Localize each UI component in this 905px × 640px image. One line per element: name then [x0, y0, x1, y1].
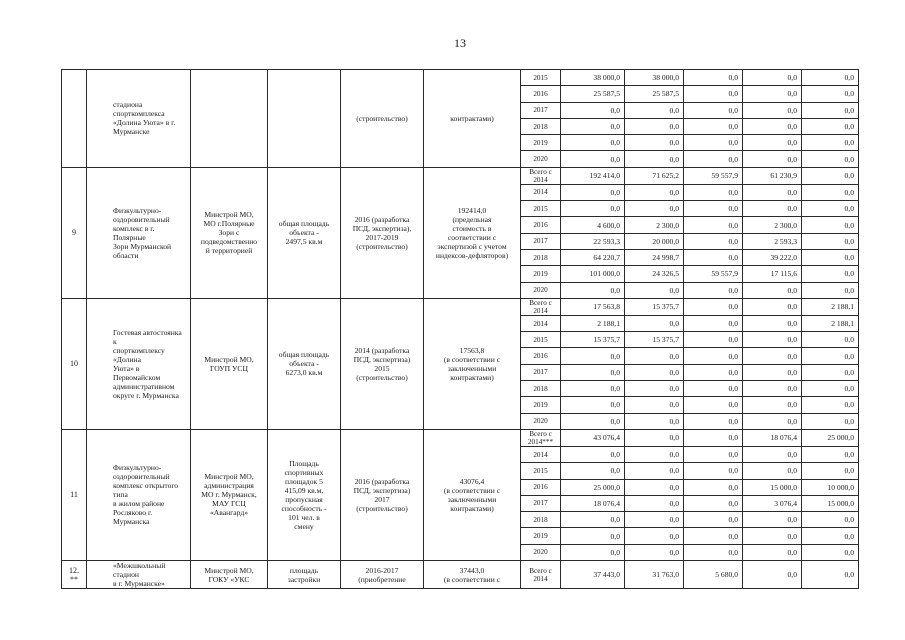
- amount-regional: 0,0: [684, 446, 743, 462]
- year-cell: 2015: [521, 201, 561, 217]
- table-row: [62, 167, 859, 184]
- amount-other: 0,0: [802, 463, 859, 479]
- amount-other: 10 000,0: [802, 479, 859, 495]
- amount-other: 0,0: [802, 364, 859, 380]
- year-cell: 2019: [521, 135, 561, 151]
- year-cell: 2016: [521, 479, 561, 495]
- year-cell: 2016: [521, 217, 561, 233]
- construction-dates: 2014 (разработка ПСД, экспертиза) 2015 (строительство): [341, 298, 424, 429]
- amount-regional: 59 557,9: [684, 167, 743, 184]
- amount-other: 0,0: [802, 135, 859, 151]
- amount-total: 0,0: [561, 364, 625, 380]
- amount-regional: 0,0: [684, 102, 743, 118]
- amount-regional: 5 680,0: [684, 561, 743, 589]
- amount-regional: 0,0: [684, 397, 743, 413]
- year-cell: Всего с 2014: [521, 561, 561, 589]
- amount-federal: 0,0: [625, 364, 684, 380]
- amount-local: 0,0: [743, 512, 802, 528]
- amount-other: 0,0: [802, 118, 859, 134]
- amount-federal: 0,0: [625, 151, 684, 167]
- amount-other: 2 188,1: [802, 298, 859, 315]
- amount-regional: 0,0: [684, 233, 743, 249]
- amount-local: 0,0: [743, 70, 802, 86]
- amount-federal: 24 326,5: [625, 266, 684, 282]
- amount-regional: 0,0: [684, 544, 743, 560]
- year-cell: 2020: [521, 151, 561, 167]
- amount-local: 15 000,0: [743, 479, 802, 495]
- amount-other: 0,0: [802, 266, 859, 282]
- amount-other: 0,0: [802, 167, 859, 184]
- amount-local: 0,0: [743, 413, 802, 429]
- amount-total: 0,0: [561, 512, 625, 528]
- amount-federal: 0,0: [625, 315, 684, 331]
- year-cell: 2017: [521, 495, 561, 511]
- amount-regional: 0,0: [684, 348, 743, 364]
- year-cell: 2017: [521, 233, 561, 249]
- amount-local: 0,0: [743, 381, 802, 397]
- amount-other: 2 188,1: [802, 315, 859, 331]
- amount-local: 39 222,0: [743, 249, 802, 265]
- amount-total: 0,0: [561, 135, 625, 151]
- amount-regional: 0,0: [684, 528, 743, 544]
- year-cell: 2014: [521, 184, 561, 200]
- table-row: [62, 70, 859, 86]
- construction-dates: 2016 (разработка ПСД, экспертиза) 2017 (строительство): [341, 429, 424, 560]
- amount-federal: 0,0: [625, 381, 684, 397]
- object-capacity: площадь застройки: [268, 561, 341, 589]
- amount-federal: 15 375,7: [625, 298, 684, 315]
- year-cell: 2018: [521, 512, 561, 528]
- amount-other: 0,0: [802, 528, 859, 544]
- page-number: 13: [454, 36, 466, 50]
- amount-local: 0,0: [743, 332, 802, 348]
- amount-other: 15 000,0: [802, 495, 859, 511]
- amount-regional: 0,0: [684, 282, 743, 298]
- year-cell: 2015: [521, 70, 561, 86]
- amount-federal: 25 587,5: [625, 86, 684, 102]
- year-cell: 2019: [521, 528, 561, 544]
- object-name: «Межшкольный стадион в г. Мурманске»: [87, 561, 191, 589]
- amount-federal: 0,0: [625, 184, 684, 200]
- amount-other: 0,0: [802, 249, 859, 265]
- year-cell: 2016: [521, 348, 561, 364]
- amount-federal: 0,0: [625, 348, 684, 364]
- table-row: [62, 561, 859, 589]
- amount-federal: 0,0: [625, 282, 684, 298]
- amount-total: 38 000,0: [561, 70, 625, 86]
- customer-org: Минстрой МО, МО г.Полярные Зори с подведомственно й территорией: [191, 167, 268, 298]
- amount-local: 0,0: [743, 348, 802, 364]
- year-cell: 2018: [521, 118, 561, 134]
- amount-federal: 0,0: [625, 446, 684, 462]
- amount-regional: 0,0: [684, 201, 743, 217]
- amount-local: 0,0: [743, 315, 802, 331]
- customer-org: Минстрой МО, администрация МО г. Мурманск, МАУ ГСЦ «Авангард»: [191, 429, 268, 560]
- amount-other: 0,0: [802, 332, 859, 348]
- year-cell: Всего с 2014: [521, 167, 561, 184]
- financing-table: [61, 69, 859, 589]
- amount-other: 0,0: [802, 282, 859, 298]
- amount-local: 0,0: [743, 544, 802, 560]
- table-row: [62, 429, 859, 446]
- amount-local: 2 593,3: [743, 233, 802, 249]
- year-cell: 2015: [521, 332, 561, 348]
- amount-total: 37 443,0: [561, 561, 625, 589]
- amount-local: 0,0: [743, 135, 802, 151]
- amount-federal: 0,0: [625, 118, 684, 134]
- year-cell: 2016: [521, 86, 561, 102]
- amount-total: 25 587,5: [561, 86, 625, 102]
- year-cell: Всего с 2014: [521, 298, 561, 315]
- object-capacity: [268, 70, 341, 168]
- amount-regional: 0,0: [684, 413, 743, 429]
- year-cell: 2014: [521, 446, 561, 462]
- customer-org: [191, 70, 268, 168]
- amount-regional: 0,0: [684, 151, 743, 167]
- amount-regional: 0,0: [684, 184, 743, 200]
- object-name: Физкультурно- оздоровительный комплекс открытого типа в жилом районе Росляково г. Мурманска: [87, 429, 191, 560]
- amount-federal: 0,0: [625, 397, 684, 413]
- amount-other: 0,0: [802, 70, 859, 86]
- table-row: [62, 298, 859, 315]
- amount-total: 101 000,0: [561, 266, 625, 282]
- year-cell: 2018: [521, 249, 561, 265]
- amount-federal: 0,0: [625, 102, 684, 118]
- amount-regional: 0,0: [684, 512, 743, 528]
- amount-regional: 0,0: [684, 364, 743, 380]
- amount-regional: 0,0: [684, 381, 743, 397]
- amount-other: 0,0: [802, 151, 859, 167]
- amount-local: 0,0: [743, 102, 802, 118]
- amount-other: 0,0: [802, 86, 859, 102]
- amount-other: 0,0: [802, 102, 859, 118]
- amount-total: 43 076,4: [561, 429, 625, 446]
- amount-total: 18 076,4: [561, 495, 625, 511]
- year-cell: 2020: [521, 544, 561, 560]
- amount-other: 25 000,0: [802, 429, 859, 446]
- amount-regional: 0,0: [684, 249, 743, 265]
- amount-regional: 0,0: [684, 429, 743, 446]
- amount-regional: 0,0: [684, 315, 743, 331]
- amount-other: 0,0: [802, 201, 859, 217]
- amount-other: 0,0: [802, 544, 859, 560]
- amount-local: 3 076,4: [743, 495, 802, 511]
- amount-other: 0,0: [802, 413, 859, 429]
- customer-org: Минстрой МО, ГОУП УСЦ: [191, 298, 268, 429]
- amount-federal: 20 000,0: [625, 233, 684, 249]
- amount-local: 2 300,0: [743, 217, 802, 233]
- amount-total: 0,0: [561, 102, 625, 118]
- amount-other: 0,0: [802, 217, 859, 233]
- amount-local: 17 115,6: [743, 266, 802, 282]
- item-number: 9: [62, 167, 87, 298]
- amount-local: 0,0: [743, 151, 802, 167]
- amount-regional: 0,0: [684, 298, 743, 315]
- amount-local: 0,0: [743, 528, 802, 544]
- amount-federal: 0,0: [625, 479, 684, 495]
- item-number: [62, 70, 87, 168]
- amount-regional: 0,0: [684, 332, 743, 348]
- item-number: 11: [62, 429, 87, 560]
- object-name: Гостевая автостоянка к спорткомплексу «Долина Уюта» в Первомайском административном округе г. Мурманска: [87, 298, 191, 429]
- amount-total: 0,0: [561, 348, 625, 364]
- amount-regional: 0,0: [684, 70, 743, 86]
- amount-total: 0,0: [561, 184, 625, 200]
- amount-other: 0,0: [802, 381, 859, 397]
- construction-dates: 2016-2017 (приобретение: [341, 561, 424, 589]
- amount-local: 0,0: [743, 118, 802, 134]
- amount-total: 0,0: [561, 528, 625, 544]
- amount-total: 0,0: [561, 282, 625, 298]
- estimated-cost: 37443,0 (в соответствии с: [424, 561, 521, 589]
- amount-other: 0,0: [802, 512, 859, 528]
- amount-local: 0,0: [743, 86, 802, 102]
- amount-total: 22 593,3: [561, 233, 625, 249]
- amount-total: 4 600,0: [561, 217, 625, 233]
- customer-org: Минстрой МО, ГОКУ «УКС: [191, 561, 268, 589]
- year-cell: 2020: [521, 413, 561, 429]
- amount-local: 0,0: [743, 184, 802, 200]
- amount-federal: 15 375,7: [625, 332, 684, 348]
- amount-federal: 0,0: [625, 201, 684, 217]
- object-capacity: общая площадь объекта - 2497,5 кв.м: [268, 167, 341, 298]
- amount-total: 0,0: [561, 446, 625, 462]
- year-cell: 2017: [521, 102, 561, 118]
- estimated-cost: 192414,0 (предельная стоимость в соответствии с экспертизой с учетом индексов-дефляторов): [424, 167, 521, 298]
- amount-local: 61 230,9: [743, 167, 802, 184]
- amount-other: 0,0: [802, 397, 859, 413]
- amount-total: 0,0: [561, 201, 625, 217]
- amount-federal: 2 300,0: [625, 217, 684, 233]
- amount-local: 0,0: [743, 298, 802, 315]
- estimated-cost: контрактами): [424, 70, 521, 168]
- year-cell: 2020: [521, 282, 561, 298]
- amount-federal: 0,0: [625, 528, 684, 544]
- amount-total: 0,0: [561, 413, 625, 429]
- amount-regional: 0,0: [684, 118, 743, 134]
- amount-regional: 0,0: [684, 135, 743, 151]
- year-cell: 2019: [521, 397, 561, 413]
- amount-local: 0,0: [743, 364, 802, 380]
- amount-total: 64 220,7: [561, 249, 625, 265]
- amount-total: 0,0: [561, 151, 625, 167]
- amount-other: 0,0: [802, 348, 859, 364]
- amount-federal: 0,0: [625, 495, 684, 511]
- construction-dates: (строительство): [341, 70, 424, 168]
- amount-federal: 0,0: [625, 544, 684, 560]
- amount-federal: 0,0: [625, 135, 684, 151]
- amount-local: 0,0: [743, 282, 802, 298]
- amount-total: 0,0: [561, 463, 625, 479]
- amount-local: 0,0: [743, 463, 802, 479]
- amount-regional: 0,0: [684, 86, 743, 102]
- amount-total: 192 414,0: [561, 167, 625, 184]
- amount-regional: 0,0: [684, 217, 743, 233]
- amount-total: 0,0: [561, 397, 625, 413]
- amount-total: 25 000,0: [561, 479, 625, 495]
- amount-local: 0,0: [743, 446, 802, 462]
- amount-federal: 71 625,2: [625, 167, 684, 184]
- amount-other: 0,0: [802, 233, 859, 249]
- amount-local: 18 076,4: [743, 429, 802, 446]
- amount-other: 0,0: [802, 184, 859, 200]
- amount-federal: 0,0: [625, 512, 684, 528]
- amount-local: 0,0: [743, 397, 802, 413]
- amount-local: 0,0: [743, 201, 802, 217]
- item-number: 12. **: [62, 561, 87, 589]
- item-number: 10: [62, 298, 87, 429]
- year-cell: 2015: [521, 463, 561, 479]
- object-capacity: общая площадь объекта - 6273,0 кв.м: [268, 298, 341, 429]
- amount-federal: 38 000,0: [625, 70, 684, 86]
- amount-federal: 31 763,0: [625, 561, 684, 589]
- amount-federal: 0,0: [625, 463, 684, 479]
- year-cell: 2017: [521, 364, 561, 380]
- amount-total: 0,0: [561, 381, 625, 397]
- amount-regional: 0,0: [684, 479, 743, 495]
- amount-federal: 24 998,7: [625, 249, 684, 265]
- amount-total: 0,0: [561, 544, 625, 560]
- year-cell: 2018: [521, 381, 561, 397]
- amount-total: 15 375,7: [561, 332, 625, 348]
- year-cell: 2014: [521, 315, 561, 331]
- amount-federal: 0,0: [625, 413, 684, 429]
- amount-other: 0,0: [802, 446, 859, 462]
- year-cell: Всего с 2014***: [521, 429, 561, 446]
- estimated-cost: 17563,8 (в соответствии с заключенными контрактами): [424, 298, 521, 429]
- amount-total: 17 563,8: [561, 298, 625, 315]
- amount-total: 0,0: [561, 118, 625, 134]
- construction-dates: 2016 (разработка ПСД, экспертиза), 2017-2019 (строительство): [341, 167, 424, 298]
- estimated-cost: 43076,4 (в соответствии с заключенными контрактами): [424, 429, 521, 560]
- amount-federal: 0,0: [625, 429, 684, 446]
- year-cell: 2019: [521, 266, 561, 282]
- amount-regional: 0,0: [684, 463, 743, 479]
- amount-regional: 0,0: [684, 495, 743, 511]
- object-name: стадиона спорткомплекса «Долина Уюта» в г. Мурманске: [87, 70, 191, 168]
- object-capacity: Площадь спортивных площадок 5 415,09 кв.м, пропускная способность - 101 чел. в смену: [268, 429, 341, 560]
- amount-other: 0,0: [802, 561, 859, 589]
- amount-total: 2 188,1: [561, 315, 625, 331]
- program-table-sheet: [61, 69, 859, 589]
- amount-regional: 59 557,9: [684, 266, 743, 282]
- amount-local: 0,0: [743, 561, 802, 589]
- object-name: Физкультурно- оздоровительный комплекс в г. Полярные Зори Мурманской области: [87, 167, 191, 298]
